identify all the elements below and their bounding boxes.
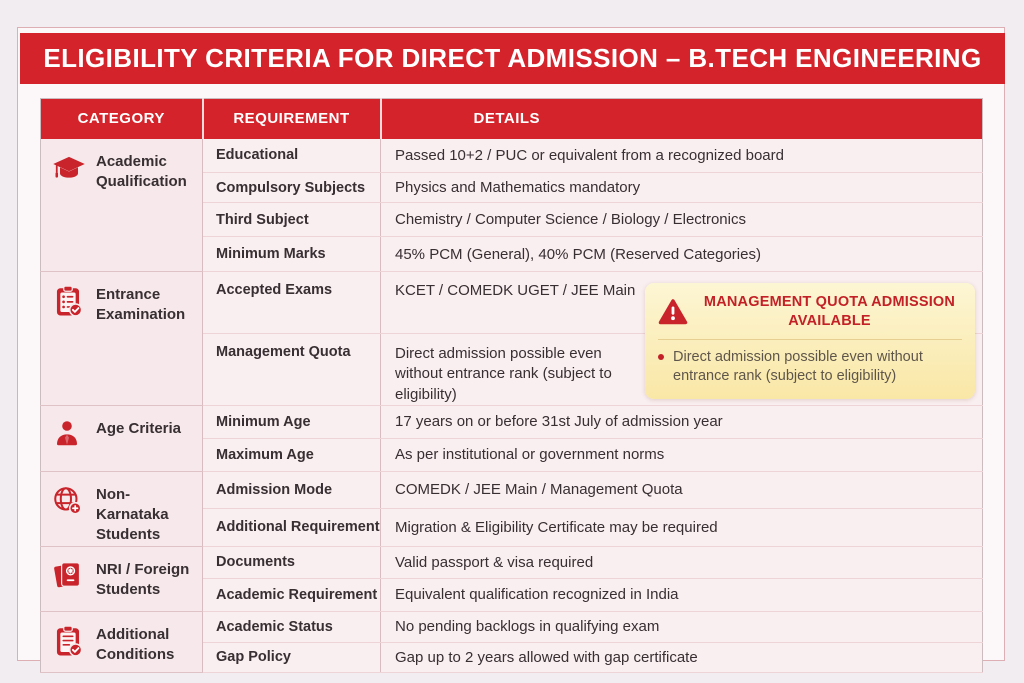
passport-icon [51,559,87,595]
column-header-details: DETAILS [381,99,983,139]
globe-icon [51,484,87,520]
column-header-category: CATEGORY [41,99,203,139]
requirement-cell: Minimum Age [203,405,381,438]
details-cell: KCET / COMEDK UGET / JEE Main [381,272,983,334]
details-cell: As per institutional or government norms [381,438,983,471]
callout-bullet-text: Direct admission possible even without entrance rank (subject to eligibility) [673,348,923,385]
requirement-cell: Academic Requirement [203,578,381,611]
management-quota-callout [645,283,975,399]
requirement-cell: Management Quota [203,334,381,406]
category-label: Academic Qualification [96,152,187,190]
requirement-cell: Maximum Age [203,438,381,471]
details-cell: 17 years on or before 31st July of admission year [381,405,983,438]
table-row [41,471,983,508]
category-label: NRI / Foreign Students [96,560,190,598]
callout-divider [658,339,962,340]
category-cell-nri-foreign-students [41,546,203,611]
table-row [41,139,983,173]
person-icon [51,418,87,454]
table-header-row [41,99,983,139]
requirement-cell: Gap Policy [203,642,381,672]
bullet-icon [658,354,664,360]
callout-title: MANAGEMENT QUOTA ADMISSION AVAILABLE [703,294,956,329]
details-cell: Physics and Mathematics mandatory [381,173,983,203]
requirement-cell: Third Subject [203,203,381,237]
details-cell: Equivalent qualification recognized in India [381,578,983,611]
title-banner [20,33,1005,84]
requirement-cell: Accepted Exams [203,272,381,334]
details-cell: Passed 10+2 / PUC or equivalent from a recognized board [381,139,983,173]
requirement-cell: Educational [203,139,381,173]
category-label: Additional Conditions [96,625,175,663]
requirement-cell: Minimum Marks [203,237,381,272]
category-cell-additional-conditions [41,611,203,672]
details-cell: Chemistry / Computer Science / Biology / Electronics [381,203,983,237]
document-check-icon [51,624,87,660]
requirement-cell: Documents [203,546,381,578]
page-title: ELIGIBILITY CRITERIA FOR DIRECT ADMISSION – B.TECH ENGINEERING [43,43,982,73]
category-cell-non-karnataka-students [41,471,203,546]
warning-triangle-icon [658,298,688,326]
requirement-cell: Academic Status [203,611,381,642]
requirement-cell: Compulsory Subjects [203,173,381,203]
table-row [41,546,983,578]
details-cell: Valid passport & visa required [381,546,983,578]
details-text: Direct admission possible even without entrance rank (subject to eligibility) [395,345,612,403]
category-label: Non-Karnataka Students [96,485,169,544]
category-cell-academic-qualification [41,139,203,272]
table-row [41,611,983,642]
requirement-cell: Additional Requirement [203,509,381,546]
details-cell: COMEDK / JEE Main / Management Quota [381,471,983,508]
category-label: Entrance Examination [96,286,186,324]
details-cell: No pending backlogs in qualifying exam [381,611,983,642]
requirement-cell: Admission Mode [203,471,381,508]
category-cell-entrance-examination [41,272,203,406]
details-cell: Migration & Eligibility Certificate may be required [381,509,983,546]
clipboard-check-icon [51,284,87,320]
callout-bullet-item [658,348,962,387]
graduation-cap-icon [51,151,87,187]
table-row [41,405,983,438]
category-cell-age-criteria [41,405,203,471]
column-header-requirement: REQUIREMENT [203,99,381,139]
details-cell: 45% PCM (General), 40% PCM (Reserved Categories) [381,237,983,272]
category-label: Age Criteria [96,419,182,437]
details-cell: Gap up to 2 years allowed with gap certificate [381,642,983,672]
